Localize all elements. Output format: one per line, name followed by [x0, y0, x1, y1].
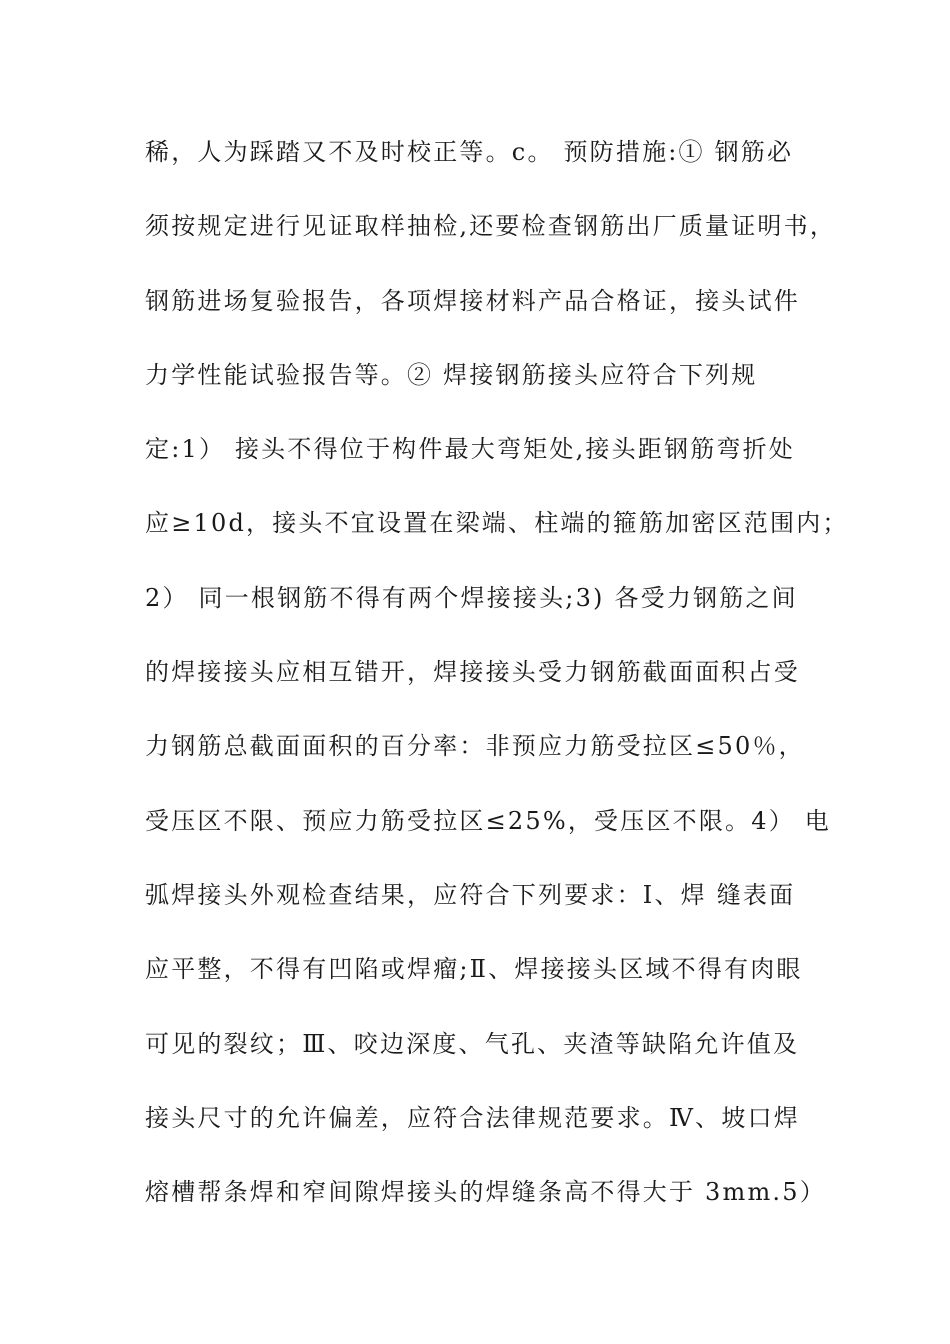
text-line: 可见的裂纹；Ⅲ、咬边深度、气孔、夹渣等缺陷允许值及: [145, 1029, 800, 1058]
text-line: 力钢筋总截面面积的百分率：非预应力筋受拉区≤50％，: [145, 732, 805, 761]
text-line: 受压区不限、预应力筋受拉区≤25%，受压区不限。4） 电: [145, 806, 831, 835]
text-line: 应平整，不得有凹陷或焊瘤;Ⅱ、焊接接头区域不得有肉眼: [145, 955, 803, 984]
text-line: 接头尺寸的允许偏差，应符合法律规范要求。Ⅳ、坡口焊: [145, 1103, 800, 1132]
text-line: 的焊接接头应相互错开，焊接接头受力钢筋截面面积占受: [145, 658, 800, 687]
text-line: 须按规定进行见证取样抽检,还要检查钢筋出厂质量证明书，: [145, 212, 837, 241]
text-line: 钢筋进场复验报告，各项焊接材料产品合格证，接头试件: [145, 286, 800, 315]
text-line: 力学性能试验报告等。② 焊接钢筋接头应符合下列规: [145, 360, 758, 389]
body-text: [145, 128, 849, 1242]
text-line: 熔槽帮条焊和窄间隙焊接头的焊缝条高不得大于 3mm.5）: [145, 1178, 826, 1207]
text-line: 2） 同一根钢筋不得有两个焊接接头;3) 各受力钢筋之间: [145, 583, 798, 612]
text-line: 弧焊接头外观检查结果，应符合下列要求：Ⅰ、焊 缝表面: [145, 880, 796, 909]
text-line: 稀，人为踩踏又不及时校正等。c。 预防措施:① 钢筋必: [145, 138, 794, 166]
text-line: 定:1） 接头不得位于构件最大弯矩处,接头距钢筋弯折处: [145, 435, 796, 464]
text-line: 应≥10d，接头不宜设置在梁端、柱端的箍筋加密区范围内；: [145, 509, 849, 538]
